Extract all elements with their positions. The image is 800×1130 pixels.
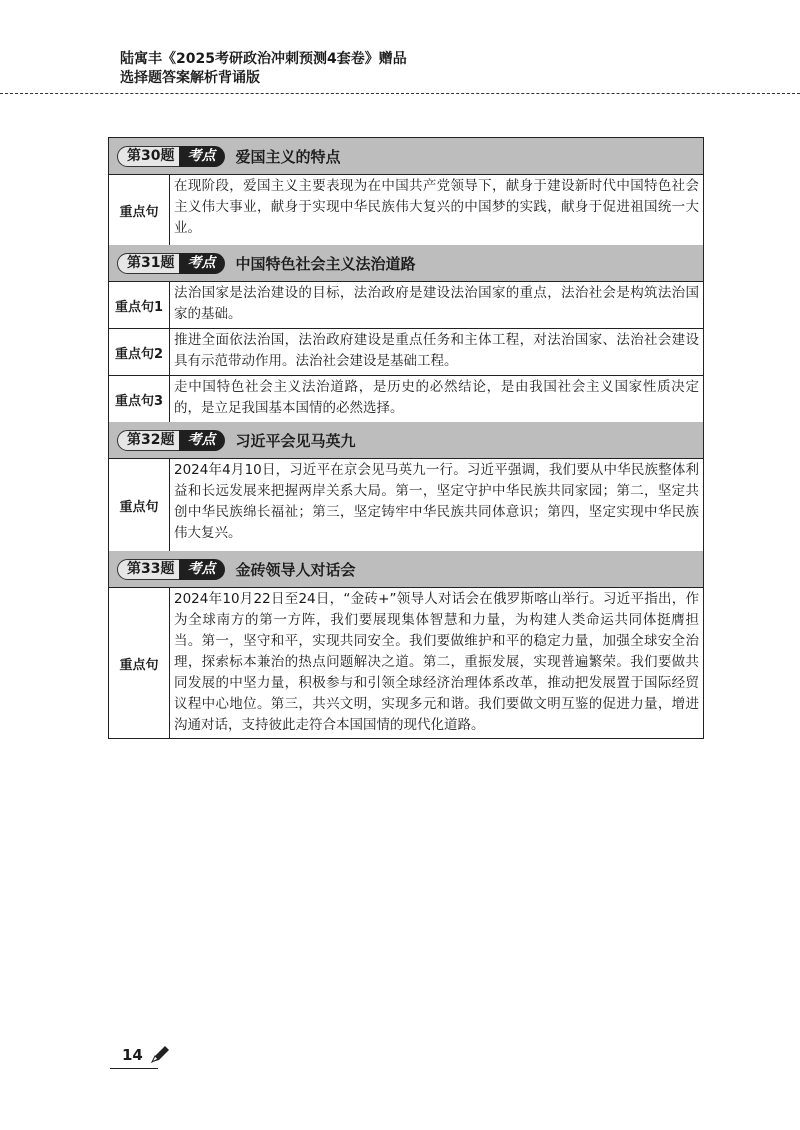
section-title: 习近平会见马英九: [235, 431, 356, 450]
page-number: 14: [122, 1046, 143, 1064]
topic-tag: 考点: [179, 146, 225, 167]
header-title: 陆寓丰《2025考研政治冲刺预测4套卷》赠品: [120, 51, 407, 67]
row-label: 重点句: [109, 459, 170, 551]
page-number-underline: [110, 1068, 158, 1069]
page-header: [120, 50, 407, 88]
key-sentence-row: [109, 588, 703, 738]
topic-tag: 考点: [179, 430, 225, 451]
question-number: 第30题: [117, 146, 181, 167]
header-divider: [0, 93, 800, 94]
row-label: 重点句3: [109, 376, 170, 422]
section-title: 爱国主义的特点: [235, 147, 341, 166]
question-badge: [117, 253, 225, 274]
question-section: [109, 422, 703, 551]
key-sentence-row: [109, 459, 703, 551]
row-text: 推进全面依法治国，法治政府建设是重点任务和主体工程，对法治国家、法治社会建设具有示范带动作用。法治社会建设是基础工程。: [174, 332, 699, 369]
topic-tag: 考点: [179, 559, 225, 580]
question-section: [109, 551, 703, 738]
question-number: 第32题: [117, 430, 181, 451]
section-header: [109, 551, 703, 588]
header-subtitle: 选择题答案解析背诵版: [120, 70, 260, 86]
topic-tag: 考点: [179, 253, 225, 274]
question-badge: [117, 146, 225, 167]
question-badge: [117, 559, 225, 580]
question-badge: [117, 430, 225, 451]
row-text: 在现阶段，爱国主义主要表现为在中国共产党领导下，献身于建设新时代中国特色社会主义伟大事业，献身于实现中华民族伟大复兴的中国梦的实践，献身于促进祖国统一大业。: [174, 178, 699, 236]
section-title: 金砖领导人对话会: [235, 560, 356, 579]
key-sentence-row: [109, 175, 703, 245]
row-text: 2024年10月22日至24日，“金砖+”领导人对话会在俄罗斯喀山举行。习近平指出，作为全球南方的第一方阵，我们要展现集体智慧和力量，为构建人类命运共同体挺膺担当。第一，坚守和平，实现共同安全。我们要做维护和平的稳定力量，加强全球安全治理，探索标本兼治的热点问题解决之道。第二，重振发展，实现普遍繁荣。我们要做共同发展的中坚力量，积极参与和引领全球经济治理体系改革，推动把发展置于国际经贸议程中心地位。第三，共兴文明，实现多元和谐。我们要做文明互鉴的促进力量，增进沟通对话，支持彼此走符合本国国情的现代化道路。: [174, 591, 699, 733]
row-text: 走中国特色社会主义法治道路，是历史的必然结论，是由我国社会主义国家性质决定的，是立足我国基本国情的必然选择。: [174, 379, 699, 416]
row-text: 法治国家是法治建设的目标，法治政府是建设法治国家的重点，法治社会是构筑法治国家的基础。: [174, 285, 699, 322]
section-title: 中国特色社会主义法治道路: [235, 254, 416, 273]
question-number: 第31题: [117, 253, 181, 274]
row-label: 重点句1: [109, 282, 170, 328]
question-number: 第33题: [117, 559, 181, 580]
key-sentence-row: [109, 376, 703, 422]
key-sentence-row: [109, 329, 703, 376]
questions-table: [108, 137, 704, 739]
row-text: 2024年4月10日，习近平在京会见马英九一行。习近平强调，我们要从中华民族整体利益和长远发展来把握两岸关系大局。第一，坚定守护中华民族共同家园；第二，坚定共创中华民族绵长福祉；第三，坚定铸牢中华民族共同体意识；第四，坚定实现中华民族伟大复兴。: [174, 462, 699, 541]
row-label: 重点句2: [109, 329, 170, 375]
key-sentence-row: [109, 282, 703, 329]
row-label: 重点句: [109, 588, 170, 738]
row-label: 重点句: [109, 175, 170, 245]
section-header: [109, 422, 703, 459]
section-header: [109, 138, 703, 175]
pen-icon: [148, 1043, 172, 1065]
question-section: [109, 245, 703, 422]
section-header: [109, 245, 703, 282]
question-section: [109, 138, 703, 245]
